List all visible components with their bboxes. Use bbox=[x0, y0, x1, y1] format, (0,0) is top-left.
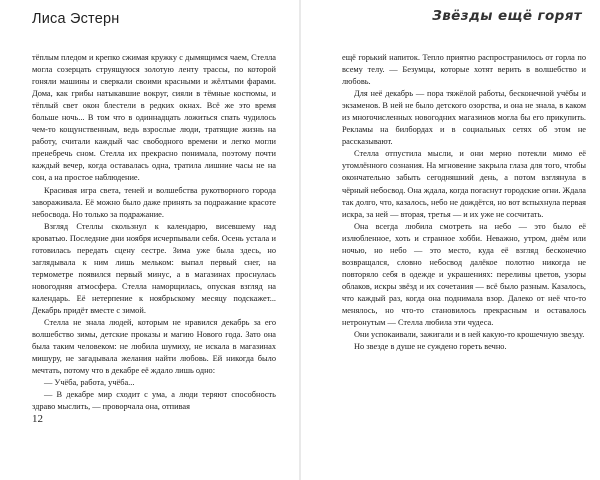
running-head-title: Звёзды ещё горят bbox=[432, 8, 582, 24]
paragraph: Красивая игра света, теней и волшебства рукотворного города завораживала. Её можно было даже принять за подражание красоте небосвода. Но только за подражание. bbox=[32, 185, 276, 219]
running-head-author: Лиса Эстерн bbox=[32, 11, 120, 27]
paragraph: Стелла отпустила мысли, и они мерно потекли мимо её утомлённого сознания. На мгновение закрыла глаза для того, чтобы окончательно забыть сегодняшний день, а потом взглянула в чёрный небосвод. Она ждала, когда погаснут городские огни. Ждала так долго, что, казалось, небо не дождётся, но вот вспыхнула первая искра, за ней — вторая, третья — и их уже не сосчитать. bbox=[342, 149, 587, 219]
paragraph: Но звезде в душе не суждено гореть вечно. bbox=[354, 342, 507, 352]
paragraph: Они успокаивали, зажигали и в ней какую-то крошечную звезду. bbox=[354, 330, 585, 340]
paragraph: ещё горький напиток. Тепло приятно распространилось от горла по всему телу. — Безумцы, которые хотят верить в волшебство и любовь. bbox=[342, 53, 586, 87]
right-page-text bbox=[342, 52, 586, 353]
paragraph: тёплым пледом и крепко сжимая кружку с дымящимся чаем, Стелла могла созерцать струящуюся золотую ленту трассы, по которой гоняли машины и сверкали своими красными и жёлтыми фарами. Дома, как грибы натыкавшие вокруг, сияли в тёмные костюмы, и тёплый свет окон блестели в редких окнах. Всё же это время больше ночь... В том что в одиннадцать ложиться спать чудилось чем-то кощунственным, ведь взрослые люди, тратящие жизнь на работу, считали каждый час свободного времени и легко могли пренебречь сном. Стелла их прекрасно понимала, поэтому почти каждый вечер, когда оставалась одна, тратила лишние часы не на сон, а на простое наблюдение. bbox=[32, 53, 276, 183]
paragraph: — Учёба, работа, учёба... bbox=[44, 378, 135, 388]
paragraph: Для неё декабрь — пора тяжёлой работы, бесконечной учёбы и экзаменов. В ней не было детского озорства, и она не знала, в каком из многочисленных новогодних магазинов могла бы его прикупить. Рекламы на билбордах и в социальных сетях об этом не рассказывают. bbox=[342, 89, 586, 147]
page-number: 12 bbox=[32, 413, 43, 425]
paragraph: Стелла не знала людей, которым не нравился декабрь за его волшебство зимы, детские проказы и магию Нового года. Зато она была таким человеком: не любила шумиху, не искала в магазинах мишуру, не загадывала желания найти любовь. Ей никогда было мечтать, потому что в декабре её ждало лишь одно: bbox=[32, 318, 276, 376]
left-page-text bbox=[32, 52, 276, 413]
paragraph: — В декабре мир сходит с ума, а люди теряют способность здраво мыслить, — проворчала она, отпивая bbox=[32, 390, 276, 412]
paragraph: Взгляд Стеллы скользнул к календарю, висевшему над кроватью. Последние дни ноября исчерпывали себя. Осень устала и готовилась передать сцену сестре. Зима уже была здесь, но заглядывала к ним лишь мельком: выпал первый снег, на термометре появился первый минус, а в магазинах проснулась новогодняя атмосфера. Стелла наморщилась, опуская взгляд на календарь. Её нетерпение к ноябрьскому месяцу подскажет... Декабрь придёт вместе с зимой. bbox=[32, 221, 276, 315]
paragraph: Она всегда любила смотреть на небо — это было её излюбленное, хоть и странное хобби. Неважно, утром, днём или ночью, но небо — это место, куда её взгляд бесконечно возвращался, словно небосвод далёкое полотно никогда не повторяло себя в одежде и украшениях: переливы цветов, узоры облаков, искры звёзд и их сочетания — всё было разным. Казалось, что каждый раз, когда она поднимала взор. Далеко от неё что-то менялось, но что-то становилось прекрасным и оставалось нетронутым — Стелла любила эти чудеса. bbox=[342, 221, 586, 328]
